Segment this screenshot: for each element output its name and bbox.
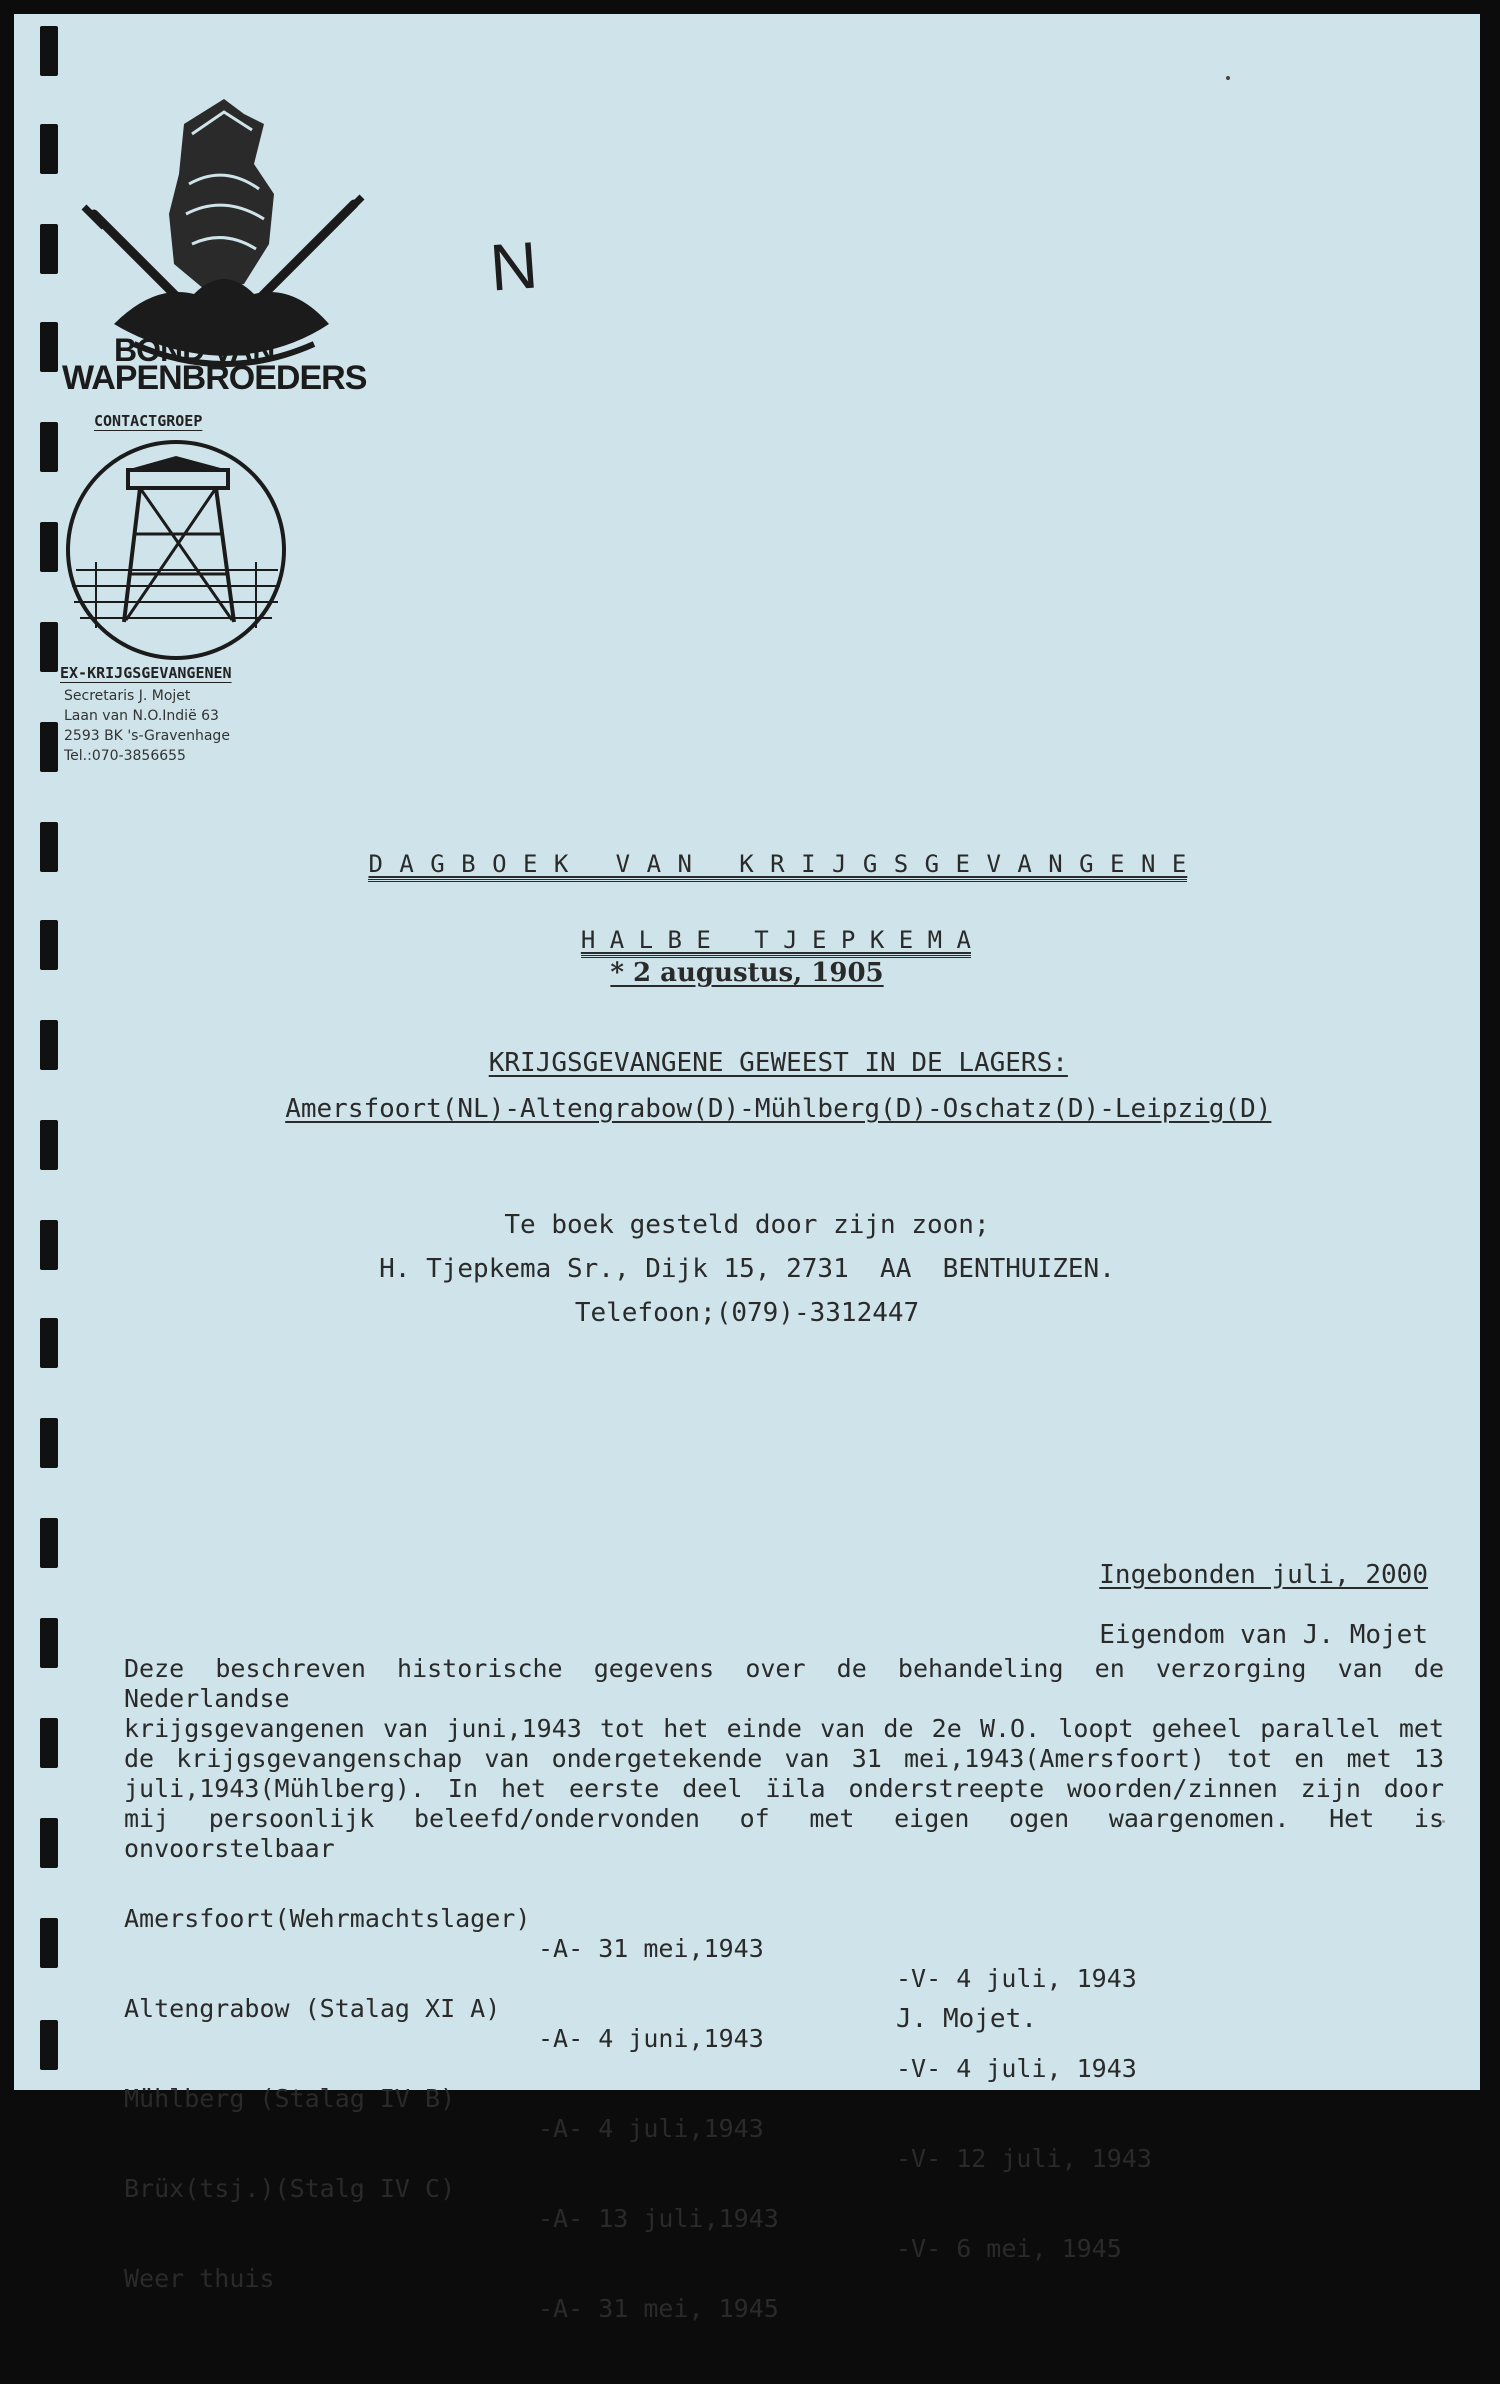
credit-line: Te boek gesteld door zijn zoon; bbox=[504, 1210, 990, 1240]
address-line: 2593 BK 's-Gravenhage bbox=[64, 728, 230, 744]
table-row bbox=[124, 2144, 1224, 2263]
secretary-address bbox=[64, 686, 230, 766]
table-row bbox=[124, 2054, 1224, 2173]
credit-phone: Telefoon;(079)-3312447 bbox=[574, 1298, 920, 1328]
departure-date: -V- 4 juli, 1943 bbox=[896, 2054, 1137, 2083]
departure-date: -V- 12 juli, 1943 bbox=[896, 2144, 1152, 2173]
paragraph-line: mij persoonlijk beleefd/ondervonden of met eigen ogen waargenomen. Het is onvoorstelbaar bbox=[124, 1804, 1444, 1863]
document-page bbox=[14, 14, 1480, 2323]
address-line: Laan van N.O.Indië 63 bbox=[64, 708, 219, 724]
address-line: Secretaris J. Mojet bbox=[64, 688, 191, 704]
camp-name: Mühlberg (Stalag IV B) bbox=[124, 2084, 456, 2113]
contactgroep-label: CONTACTGROEP bbox=[94, 412, 203, 430]
binding-hole bbox=[40, 124, 58, 174]
ex-krijgsgevangenen-label: EX-KRIJGSGEVANGENEN bbox=[60, 664, 232, 682]
credit-address: H. Tjepkema Sr., Dijk 15, 2731 AA BENTHUIZEN. bbox=[379, 1254, 1115, 1284]
paragraph-line: juli,1943(Mühlberg). In het eerste deel ïila onderstreepte woorden/zinnen zijn door bbox=[124, 1774, 1444, 1803]
signature: J. Mojet. bbox=[896, 2004, 1037, 2034]
binding-hole bbox=[40, 2020, 58, 2070]
arrival-date: -A- 4 juni,1943 bbox=[538, 2024, 764, 2053]
diary-title-row bbox=[14, 822, 1480, 906]
binding-hole bbox=[40, 26, 58, 76]
arrival-date: -A- 4 juli,1943 bbox=[538, 2114, 764, 2143]
author-name: H A L B E T J E P K E M A bbox=[581, 926, 971, 958]
watchtower-emblem-icon bbox=[56, 434, 292, 674]
camp-dates-table bbox=[124, 1814, 1224, 2324]
arrival-date: -A- 31 mei, 1945 bbox=[538, 2294, 779, 2323]
camp-name: Altengrabow (Stalag XI A) bbox=[124, 1994, 501, 2023]
camps-list-row bbox=[14, 1064, 1480, 1154]
camps-heading: KRIJGSGEVANGENE GEWEEST IN DE LAGERS: bbox=[488, 1048, 1068, 1078]
binding-hole bbox=[40, 1418, 58, 1468]
logo-text-wapenbroeders: WAPENBROEDERS bbox=[62, 359, 367, 397]
arrival-date: -A- 31 mei,1943 bbox=[538, 1934, 764, 1963]
paragraph-line: krijgsgevangenen van juni,1943 tot het einde van de 2e W.O. loopt geheel parallel met bbox=[124, 1714, 1444, 1743]
paper-speck bbox=[1226, 76, 1230, 80]
binding-hole bbox=[40, 1518, 58, 1568]
table-row bbox=[124, 2234, 1224, 2323]
binding-hole bbox=[40, 1618, 58, 1668]
birth-date: * 2 augustus, 1905 bbox=[610, 958, 884, 988]
camp-name: Brüx(tsj.)(Stalg IV C) bbox=[124, 2174, 456, 2203]
bound-date: Ingebonden juli, 2000 bbox=[1099, 1560, 1428, 1590]
paragraph-line: de krijgsgevangenschap van ondergetekende van 31 mei,1943(Amersfoort) tot en met 13 bbox=[124, 1744, 1444, 1773]
birth-date-row bbox=[14, 958, 1480, 988]
table-row bbox=[124, 1874, 1224, 1993]
logo-text-bond-van: BOND VAN bbox=[114, 332, 275, 368]
binding-hole bbox=[40, 322, 58, 372]
paragraph-line: Deze beschreven historische gegevens over de behandeling en verzorging van de Nederlandse bbox=[124, 1654, 1444, 1713]
address-line: Tel.:070-3856655 bbox=[64, 748, 186, 764]
handwritten-mark: N bbox=[487, 227, 541, 305]
departure-date: -V- 6 mei, 1945 bbox=[896, 2234, 1122, 2263]
camp-name: Weer thuis bbox=[124, 2264, 275, 2293]
departure-date: -V- 4 juli, 1943 bbox=[896, 1964, 1137, 1993]
binding-hole bbox=[40, 722, 58, 772]
binding-hole bbox=[40, 1818, 58, 1868]
owner-note: Eigendom van J. Mojet bbox=[1099, 1620, 1428, 1650]
binding-hole bbox=[40, 1918, 58, 1968]
camp-name: Amersfoort(Wehrmachtslager) bbox=[124, 1904, 531, 1933]
arrival-date: -A- 13 juli,1943 bbox=[538, 2204, 779, 2233]
camps-list: Amersfoort(NL)-Altengrabow(D)-Mühlberg(D)-Oschatz(D)-Leipzig(D) bbox=[285, 1094, 1272, 1124]
binding-hole bbox=[40, 1718, 58, 1768]
diary-title: D A G B O E K V A N K R I J G S G E V A N G E N E bbox=[368, 850, 1187, 882]
binding-hole bbox=[40, 224, 58, 274]
